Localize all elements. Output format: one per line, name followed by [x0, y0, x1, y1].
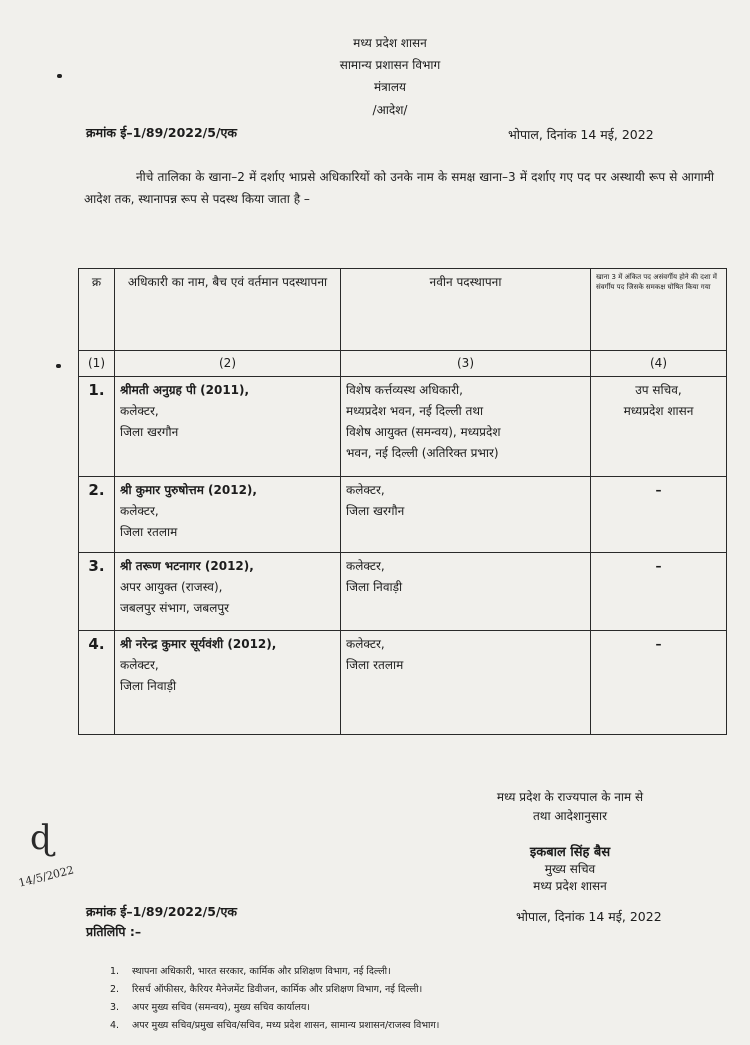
equivalent-cell — [591, 477, 727, 553]
copy-label: प्रतिलिपि :– — [86, 924, 142, 939]
order-heading: /आदेश/ — [372, 103, 408, 117]
handwritten-initial: ɖ — [30, 818, 52, 858]
equivalent-cell — [591, 553, 727, 631]
officer-name: श्रीमती अनुग्रह पी (2011), — [120, 383, 250, 397]
signatory-office: मध्य प्रदेश शासन — [533, 879, 607, 893]
current-post: जिला रतलाम — [120, 525, 178, 539]
list-item: 4. अपर मुख्य सचिव/प्रमुख सचिव/सचिव, मध्य प्रदेश शासन, सामान्य प्रशासन/राजस्व विभाग। — [110, 1020, 440, 1031]
posting-table — [78, 268, 727, 735]
new-post-line: जिला खरगौन — [346, 504, 405, 518]
col-header-equivalent: खाना 3 में अंकित पद असंवर्गीय होने की दशा में संवर्गीय पद जिसके समकक्ष घोषित किया गया — [591, 269, 727, 351]
punch-mark — [56, 364, 61, 368]
col-number: (1) — [79, 351, 115, 377]
col-number: (4) — [591, 351, 727, 377]
table-row — [79, 477, 727, 553]
new-posting-cell — [341, 631, 591, 735]
new-post-line: विशेष कर्त्तव्यस्थ अधिकारी, — [346, 383, 463, 397]
current-post: जिला खरगौन — [120, 425, 179, 439]
current-post: कलेक्टर, — [120, 658, 159, 672]
col-header-officer: अधिकारी का नाम, बैच एवं वर्तमान पदस्थापना — [115, 269, 341, 351]
new-post-line: कलेक्टर, — [346, 483, 385, 497]
new-post-line: कलेक्टर, — [346, 559, 385, 573]
new-posting-cell — [341, 477, 591, 553]
order-number: क्रमांक ई–1/89/2022/5/एक — [86, 125, 238, 140]
intro-paragraph — [84, 166, 714, 210]
punch-mark — [57, 74, 62, 78]
new-post-line: भवन, नई दिल्ली (अतिरिक्त प्रभार) — [346, 446, 499, 460]
copy-order-number: क्रमांक ई–1/89/2022/5/एक — [86, 904, 238, 919]
serial-number: 2. — [79, 477, 115, 553]
table-row — [79, 377, 727, 477]
new-posting-cell — [341, 377, 591, 477]
serial-number: 3. — [79, 553, 115, 631]
copy-recipient-list — [110, 963, 439, 1035]
officer-cell — [115, 553, 341, 631]
current-post: जबलपुर संभाग, जबलपुर — [120, 601, 230, 615]
equivalent-line: – — [655, 637, 662, 651]
list-item: 3. अपर मुख्य सचिव (समन्वय), मुख्य सचिव कार्यालय। — [110, 1002, 310, 1013]
list-item: 1. स्थापना अधिकारी, भारत सरकार, कार्मिक और प्रशिक्षण विभाग, नई दिल्ली। — [110, 966, 391, 977]
officer-name: श्री कुमार पुरुषोत्तम (2012), — [120, 483, 257, 497]
table-header-row — [79, 269, 727, 351]
new-posting-cell — [341, 553, 591, 631]
new-post-line: जिला रतलाम — [346, 658, 404, 672]
signature-authority-line: मध्य प्रदेश के राज्यपाल के नाम से — [496, 790, 644, 804]
signatory-name: इकबाल सिंह बैस — [529, 845, 611, 860]
signature-block — [440, 788, 700, 894]
col-header-new-posting: नवीन पदस्थापना — [341, 269, 591, 351]
new-post-line: जिला निवाड़ी — [346, 580, 403, 594]
department-title: सामान्य प्रशासन विभाग — [339, 58, 441, 72]
handwritten-date: 14/5/2022 — [17, 863, 76, 890]
equivalent-cell — [591, 377, 727, 477]
column-number-row — [79, 351, 727, 377]
current-post: कलेक्टर, — [120, 504, 159, 518]
serial-number: 4. — [79, 631, 115, 735]
signature-authority-line2: तथा आदेशानुसार — [532, 809, 608, 823]
new-post-line: मध्यप्रदेश भवन, नई दिल्ली तथा — [346, 404, 484, 418]
officer-cell — [115, 377, 341, 477]
officer-cell — [115, 477, 341, 553]
serial-number: 1. — [79, 377, 115, 477]
table-row — [79, 631, 727, 735]
table-row — [79, 553, 727, 631]
current-post: जिला निवाड़ी — [120, 679, 177, 693]
equivalent-line: – — [655, 559, 662, 573]
equivalent-line: उप सचिव, — [635, 383, 682, 397]
current-post: कलेक्टर, — [120, 404, 159, 418]
officer-cell — [115, 631, 341, 735]
signatory-designation: मुख्य सचिव — [544, 862, 596, 876]
intro-text: नीचे तालिका के खाना–2 में दर्शाए भाप्रसे अधिकारियों को उनके नाम के समक्ष खाना–3 में दर्शाए गए पद पर अस्थायी रूप से आगामी आदेश तक, स्थानापन्न रूप से पदस्थ किया जाता है – — [84, 170, 714, 206]
govt-title: मध्य प्रदेश शासन — [353, 36, 427, 50]
equivalent-line: मध्यप्रदेश शासन — [623, 404, 694, 418]
equivalent-line: – — [655, 483, 662, 497]
equivalent-cell — [591, 631, 727, 735]
col-number: (2) — [115, 351, 341, 377]
copy-order-date: भोपाल, दिनांक 14 मई, 2022 — [516, 909, 662, 924]
officer-name: श्री नरेन्द्र कुमार सूर्यवंशी (2012), — [120, 637, 277, 651]
order-date: भोपाल, दिनांक 14 मई, 2022 — [508, 127, 654, 142]
new-post-line: विशेष आयुक्त (समन्वय), मध्यप्रदेश — [346, 425, 501, 439]
ministry-title: मंत्रालय — [373, 80, 406, 94]
new-post-line: कलेक्टर, — [346, 637, 385, 651]
col-number: (3) — [341, 351, 591, 377]
col-header-sn: क्र — [79, 269, 115, 351]
officer-name: श्री तरूण भटनागर (2012), — [120, 559, 254, 573]
list-item: 2. रिसर्च ऑफीसर, कैरियर मैनेजमेंट डिवीजन, कार्मिक और प्रशिक्षण विभाग, नई दिल्ली। — [110, 984, 423, 995]
current-post: अपर आयुक्त (राजस्व), — [120, 580, 223, 594]
